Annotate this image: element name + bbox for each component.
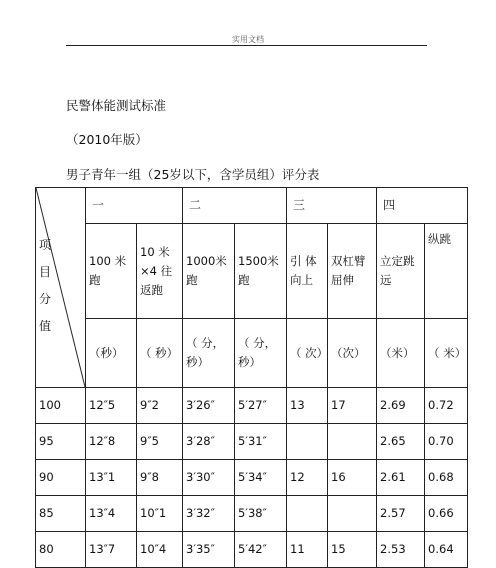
- unit-cell: （ 次）: [287, 319, 328, 388]
- value-cell: 12″8: [86, 424, 137, 460]
- table-row: [36, 532, 468, 568]
- corner-char: 项: [39, 238, 52, 252]
- value-cell: 3′28″: [183, 424, 235, 460]
- value-cell: 2.61: [377, 460, 425, 496]
- unit-cell: （ 分，秒）: [235, 319, 287, 388]
- score-cell: 100: [36, 388, 86, 424]
- value-cell: 0.64: [425, 532, 468, 568]
- unit-cell: （秒）: [86, 319, 137, 388]
- value-cell: 3′26″: [183, 388, 235, 424]
- unit-cell: （次）: [328, 319, 377, 388]
- value-cell: 5′42″: [235, 532, 287, 568]
- value-cell: [328, 496, 377, 532]
- corner-char: 分: [39, 292, 52, 306]
- value-cell: 0.68: [425, 460, 468, 496]
- value-cell: 3′30″: [183, 460, 235, 496]
- value-cell: 5′34″: [235, 460, 287, 496]
- corner-label: [39, 232, 51, 340]
- header-rule: [66, 45, 427, 46]
- unit-cell: （ 分，秒）: [183, 319, 235, 388]
- unit-row: [36, 319, 468, 388]
- score-cell: 95: [36, 424, 86, 460]
- value-cell: 3′32″: [183, 496, 235, 532]
- value-cell: 5′27″: [235, 388, 287, 424]
- value-cell: 5′31″: [235, 424, 287, 460]
- score-cell: 85: [36, 496, 86, 532]
- value-cell: 5′38″: [235, 496, 287, 532]
- value-cell: 9″2: [137, 388, 183, 424]
- item-name-cell: 引 体向上: [287, 224, 328, 319]
- score-cell: 90: [36, 460, 86, 496]
- value-cell: 11: [287, 532, 328, 568]
- score-table: [35, 187, 468, 568]
- item-name-cell: 100 米跑: [86, 224, 137, 319]
- document-title: 民警体能测试标准: [66, 98, 167, 113]
- value-cell: 9″8: [137, 460, 183, 496]
- item-name-row: [36, 224, 468, 319]
- item-name-cell: 纵跳: [425, 224, 468, 319]
- value-cell: 17: [328, 388, 377, 424]
- value-cell: 2.53: [377, 532, 425, 568]
- table-row: [36, 424, 468, 460]
- value-cell: 16: [328, 460, 377, 496]
- table-caption: 男子青年一组（25岁以下，含学员组）评分表: [66, 167, 320, 182]
- item-name-cell: 1000米跑: [183, 224, 235, 319]
- group-row: [36, 188, 468, 224]
- value-cell: 13″1: [86, 460, 137, 496]
- corner-char: 目: [39, 265, 52, 279]
- corner-char: 值: [39, 319, 52, 333]
- item-name-cell: 10 米×4 往返跑: [137, 224, 183, 319]
- value-cell: 3′35″: [183, 532, 235, 568]
- value-cell: 0.70: [425, 424, 468, 460]
- score-cell: 80: [36, 532, 86, 568]
- unit-cell: （ 秒）: [137, 319, 183, 388]
- page-header-text: 实用文档: [232, 35, 264, 44]
- value-cell: 13″4: [86, 496, 137, 532]
- value-cell: 2.65: [377, 424, 425, 460]
- unit-cell: （米）: [377, 319, 425, 388]
- group-header: 四: [377, 188, 468, 224]
- table-row: [36, 496, 468, 532]
- value-cell: 0.66: [425, 496, 468, 532]
- group-header: 三: [287, 188, 377, 224]
- value-cell: [287, 424, 328, 460]
- item-name-cell: 双杠臂屈伸: [328, 224, 377, 319]
- edition-line: （2010年版）: [66, 132, 148, 147]
- value-cell: 0.72: [425, 388, 468, 424]
- value-cell: [287, 496, 328, 532]
- value-cell: 10″1: [137, 496, 183, 532]
- value-cell: 15: [328, 532, 377, 568]
- unit-cell: （ 米）: [425, 319, 468, 388]
- value-cell: 10″4: [137, 532, 183, 568]
- corner-header-cell: [36, 188, 86, 388]
- group-header: 二: [183, 188, 287, 224]
- item-name-cell: 1500米跑: [235, 224, 287, 319]
- group-header: 一: [86, 188, 183, 224]
- value-cell: 2.69: [377, 388, 425, 424]
- value-cell: 13″7: [86, 532, 137, 568]
- value-cell: 2.57: [377, 496, 425, 532]
- value-cell: 13: [287, 388, 328, 424]
- value-cell: 12″5: [86, 388, 137, 424]
- table-row: [36, 388, 468, 424]
- item-name-cell: 立定跳远: [377, 224, 425, 319]
- table-row: [36, 460, 468, 496]
- value-cell: 9″5: [137, 424, 183, 460]
- value-cell: 12: [287, 460, 328, 496]
- value-cell: [328, 424, 377, 460]
